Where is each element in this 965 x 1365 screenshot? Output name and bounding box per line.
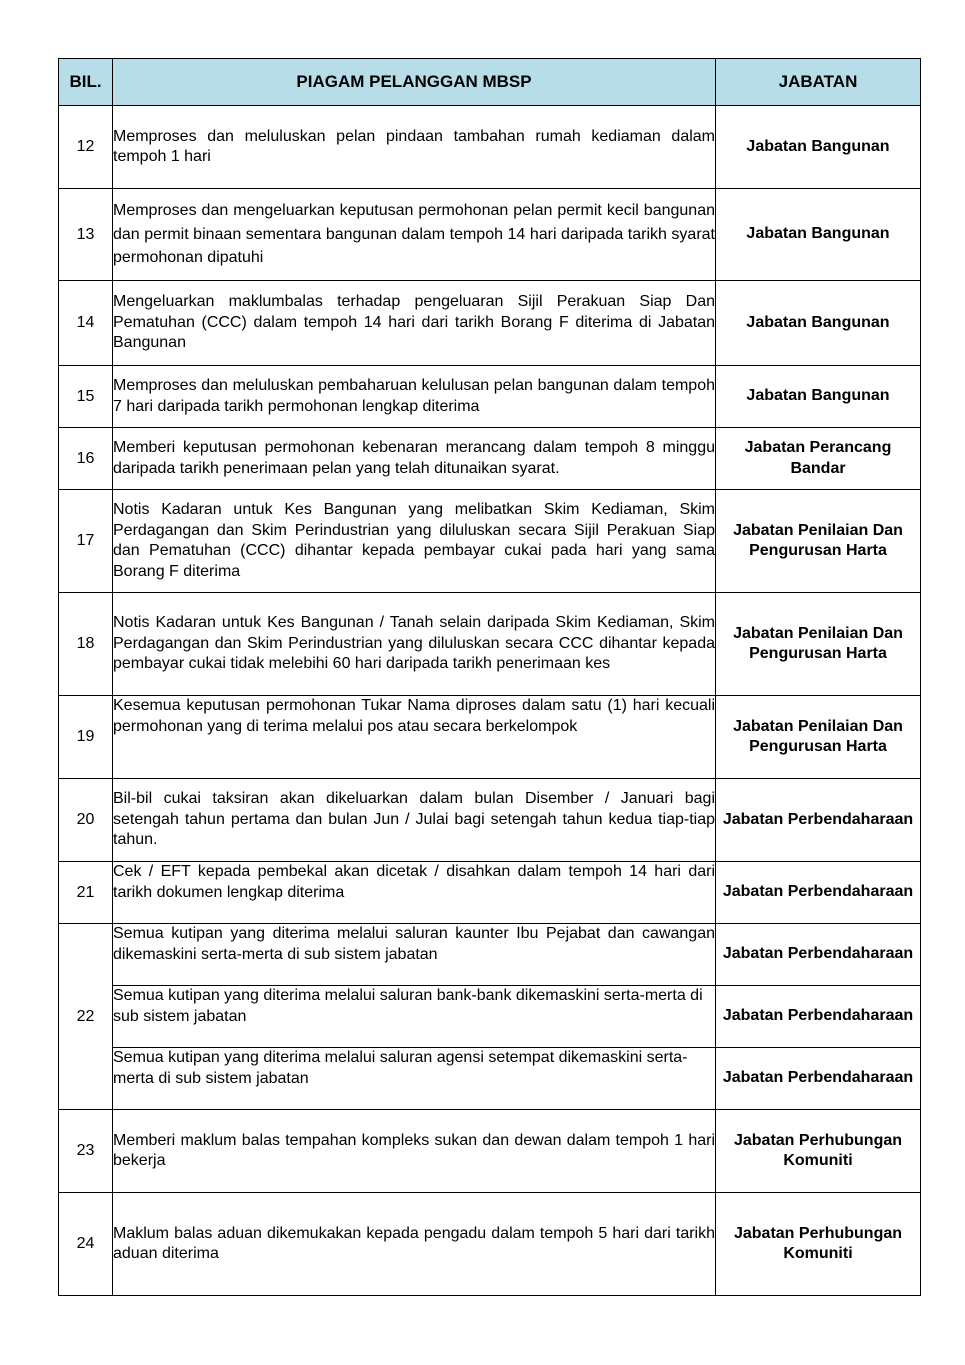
- table-row: [59, 428, 921, 490]
- column-header-bil: BIL.: [59, 59, 113, 106]
- department-name: Jabatan Perhubungan Komuniti: [716, 1110, 921, 1193]
- charter-description: Kesemua keputusan permohonan Tukar Nama diproses dalam satu (1) hari kecuali permohonan yang di terima melalui pos atau secara berkelompok: [113, 696, 716, 779]
- charter-description: Notis Kadaran untuk Kes Bangunan / Tanah selain daripada Skim Kediaman, Skim Perdagangan dan Skim Perindustrian yang diluluskan secara CCC dihantar kepada pembayar cukai tidak melebihi 60 hari daripada tarikh penerimaan kes: [113, 593, 716, 696]
- row-number: 19: [59, 696, 113, 779]
- table-row: [59, 366, 921, 428]
- department-name: Jabatan Bangunan: [716, 189, 921, 281]
- column-header-department: JABATAN: [716, 59, 921, 106]
- department-name: Jabatan Bangunan: [716, 366, 921, 428]
- charter-description: Memberi maklum balas tempahan kompleks sukan dan dewan dalam tempoh 1 hari bekerja: [113, 1110, 716, 1193]
- table-row: [59, 281, 921, 366]
- row-number: 23: [59, 1110, 113, 1193]
- row-number: 15: [59, 366, 113, 428]
- column-header-charter: PIAGAM PELANGGAN MBSP: [113, 59, 716, 106]
- charter-description: Memberi keputusan permohonan kebenaran merancang dalam tempoh 8 minggu daripada tarikh penerimaan pelan yang telah ditunaikan syarat.: [113, 428, 716, 490]
- row-number: 12: [59, 106, 113, 189]
- charter-description: Maklum balas aduan dikemukakan kepada pengadu dalam tempoh 5 hari dari tarikh aduan diterima: [113, 1193, 716, 1296]
- table-row: [59, 1110, 921, 1193]
- department-name: Jabatan Bangunan: [716, 281, 921, 366]
- department-name: Jabatan Bangunan: [716, 106, 921, 189]
- row-number: 20: [59, 779, 113, 862]
- table-row: [59, 924, 921, 986]
- row-number: 21: [59, 862, 113, 924]
- department-name: Jabatan Perbendaharaan: [716, 924, 921, 986]
- table-row: [59, 779, 921, 862]
- charter-description: Mengeluarkan maklumbalas terhadap pengeluaran Sijil Perakuan Siap Dan Pematuhan (CCC) dalam tempoh 14 hari dari tarikh Borang F diterima di Jabatan Bangunan: [113, 281, 716, 366]
- row-number: 22: [59, 924, 113, 1110]
- row-number: 14: [59, 281, 113, 366]
- table-row: [59, 1193, 921, 1296]
- table-header-row: [59, 59, 921, 106]
- department-name: Jabatan Perbendaharaan: [716, 779, 921, 862]
- table-row: [59, 696, 921, 779]
- row-number: 24: [59, 1193, 113, 1296]
- charter-description: Notis Kadaran untuk Kes Bangunan yang melibatkan Skim Kediaman, Skim Perdagangan dan Skim Perindustrian yang diluluskan secara Sijil Perakuan Siap dan Pematuhan (CCC) dihantar kepada pembayar cukai pada hari yang sama Borang F diterima: [113, 490, 716, 593]
- table-row: [59, 189, 921, 281]
- department-name: Jabatan Perhubungan Komuniti: [716, 1193, 921, 1296]
- table-row: [59, 1048, 921, 1110]
- department-name: Jabatan Perbendaharaan: [716, 986, 921, 1048]
- charter-description: Semua kutipan yang diterima melalui saluran kaunter Ibu Pejabat dan cawangan dikemaskini serta-merta di sub sistem jabatan: [113, 924, 716, 986]
- customer-charter-table: [58, 58, 921, 1296]
- charter-description: Bil-bil cukai taksiran akan dikeluarkan dalam bulan Disember / Januari bagi setengah tahun pertama dan bulan Jun / Julai bagi setengah tahun kedua tiap-tiap tahun.: [113, 779, 716, 862]
- row-number: 13: [59, 189, 113, 281]
- row-number: 18: [59, 593, 113, 696]
- charter-description: Cek / EFT kepada pembekal akan dicetak / disahkan dalam tempoh 14 hari dari tarikh dokumen lengkap diterima: [113, 862, 716, 924]
- department-name: Jabatan Penilaian Dan Pengurusan Harta: [716, 490, 921, 593]
- charter-description: Memproses dan meluluskan pembaharuan kelulusan pelan bangunan dalam tempoh 7 hari daripada tarikh permohonan lengkap diterima: [113, 366, 716, 428]
- table-row: [59, 490, 921, 593]
- department-name: Jabatan Perbendaharaan: [716, 862, 921, 924]
- department-name: Jabatan Penilaian Dan Pengurusan Harta: [716, 696, 921, 779]
- charter-description: Semua kutipan yang diterima melalui saluran bank-bank dikemaskini serta-merta di sub sistem jabatan: [113, 986, 716, 1048]
- department-name: Jabatan Penilaian Dan Pengurusan Harta: [716, 593, 921, 696]
- charter-description: Semua kutipan yang diterima melalui saluran agensi setempat dikemaskini serta-merta di sub sistem jabatan: [113, 1048, 716, 1110]
- row-number: 17: [59, 490, 113, 593]
- table-row: [59, 986, 921, 1048]
- charter-description: Memproses dan mengeluarkan keputusan permohonan pelan permit kecil bangunan dan permit binaan sementara bangunan dalam tempoh 14 hari daripada tarikh syarat permohonan dipatuhi: [113, 189, 716, 281]
- department-name: Jabatan Perbendaharaan: [716, 1048, 921, 1110]
- charter-description: Memproses dan meluluskan pelan pindaan tambahan rumah kediaman dalam tempoh 1 hari: [113, 106, 716, 189]
- table-row: [59, 106, 921, 189]
- department-name: Jabatan Perancang Bandar: [716, 428, 921, 490]
- table-row: [59, 862, 921, 924]
- table-row: [59, 593, 921, 696]
- row-number: 16: [59, 428, 113, 490]
